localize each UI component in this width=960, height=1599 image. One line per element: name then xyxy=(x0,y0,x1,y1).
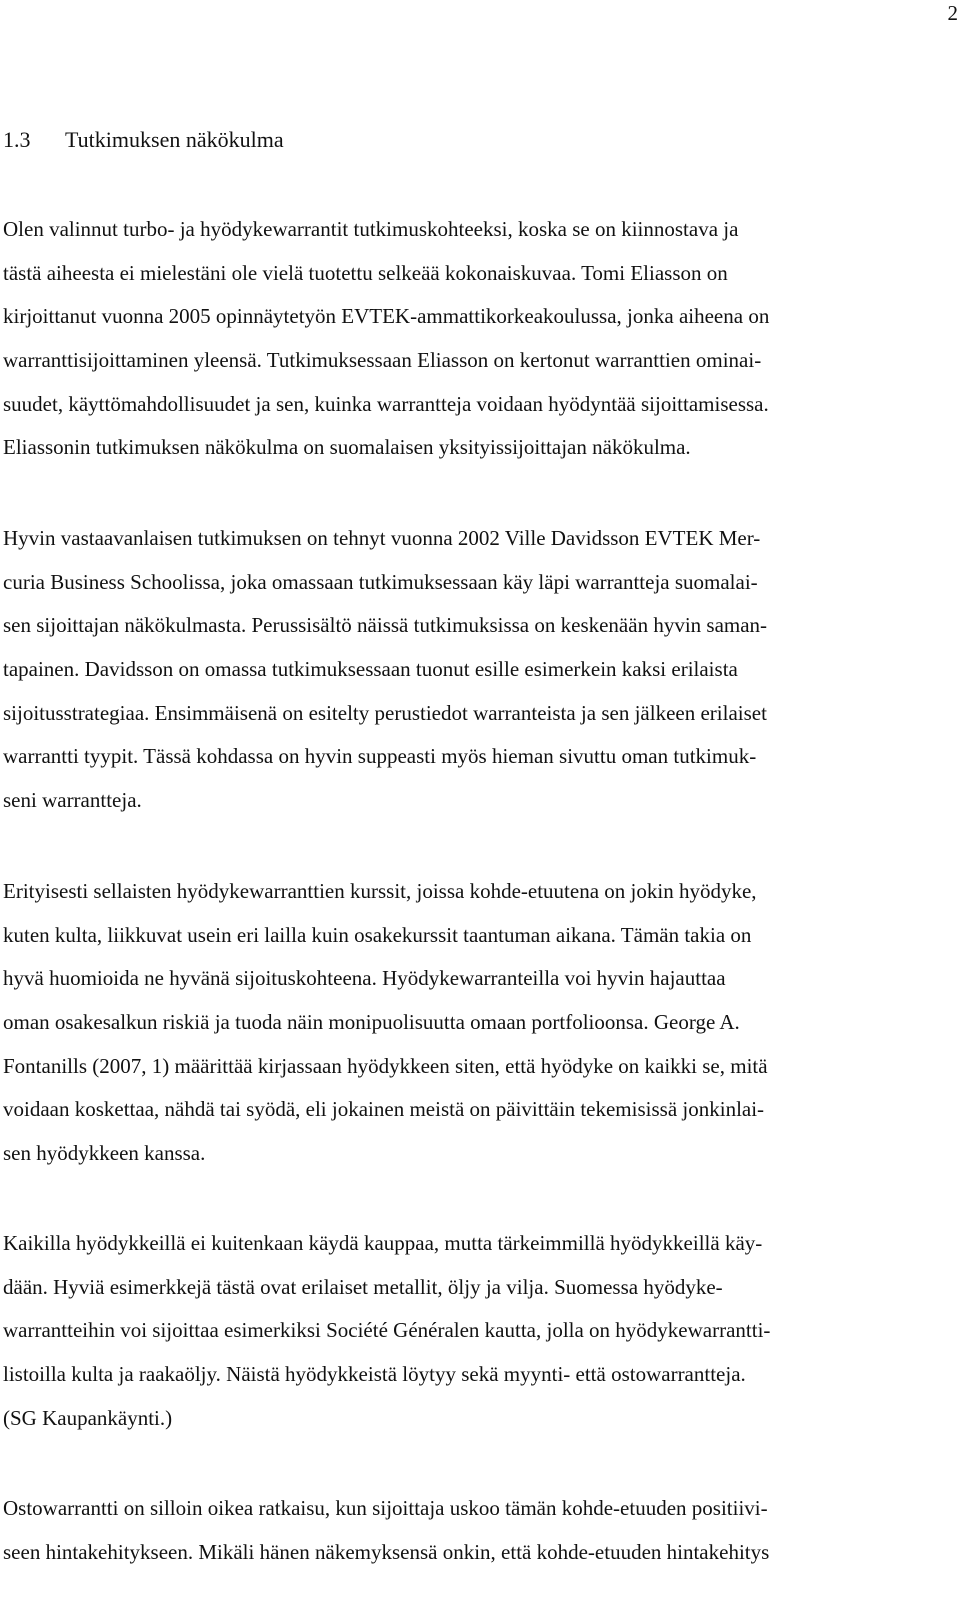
section-title: Tutkimuksen näkökulma xyxy=(65,127,284,152)
paragraph-line: tapainen. Davidsson on omassa tutkimuksessaan tuonut esille esimerkein kaksi erilaista xyxy=(3,657,738,682)
paragraph-line: Fontanills (2007, 1) määrittää kirjassaan hyödykkeen siten, että hyödyke on kaikki se, mitä xyxy=(3,1053,768,1078)
paragraph-line: Eliassonin tutkimuksen näkökulma on suomalaisen yksityissijoittajan näkökulma. xyxy=(3,435,691,460)
paragraph-line: (SG Kaupankäynti.) xyxy=(3,1405,173,1430)
paragraph xyxy=(3,215,943,477)
paragraph-line: seni warrantteja. xyxy=(3,788,142,813)
paragraph-line: Kaikilla hyödykkeillä ei kuitenkaan käydä kauppaa, mutta tärkeimmillä hyödykkeillä käy- xyxy=(3,1231,763,1255)
paragraph-line: warrantteihin voi sijoittaa esimerkiksi Société Généralen kautta, jolla on hyödykewarrantti- xyxy=(3,1318,771,1343)
paragraph-line: kirjoittanut vuonna 2005 opinnäytetyön EVTEK-ammattikorkeakoulussa, jonka aiheena on xyxy=(3,304,770,329)
paragraph xyxy=(3,1229,943,1447)
paragraph-line: sen sijoittajan näkökulmasta. Perussisältö näissä tutkimuksissa on keskenään hyvin saman- xyxy=(3,613,768,638)
paragraph-line: warranttisijoittaminen yleensä. Tutkimuksessaan Eliasson on kertonut warranttien ominai- xyxy=(3,348,762,373)
paragraph xyxy=(3,877,943,1183)
paragraph-line: oman osakesalkun riskiä ja tuoda näin monipuolisuutta omaan portfolioonsa. George A. xyxy=(3,1010,740,1035)
paragraph-line: suudet, käyttömahdollisuudet ja sen, kuinka warrantteja voidaan hyödyntää sijoittamisessa. xyxy=(3,391,769,416)
paragraph-line: Hyvin vastaavanlaisen tutkimuksen on tehnyt vuonna 2002 Ville Davidsson EVTEK Mer- xyxy=(3,526,761,550)
paragraph xyxy=(3,524,943,830)
paragraph-line: Erityisesti sellaisten hyödykewarranttien kurssit, joissa kohde-etuutena on jokin hyödyke, xyxy=(3,879,757,903)
paragraph-line: tästä aiheesta ei mielestäni ole vielä tuotettu selkeää kokonaiskuvaa. Tomi Eliasson on xyxy=(3,260,728,285)
paragraph-line: hyvä huomioida ne hyvänä sijoituskohteena. Hyödykewarranteilla voi hyvin hajauttaa xyxy=(3,966,726,991)
paragraph-line: seen hintakehitykseen. Mikäli hänen näkemyksensä onkin, että kohde-etuuden hintakehitys xyxy=(3,1539,770,1564)
section-number: 1.3 xyxy=(3,127,31,152)
paragraph-line: Ostowarrantti on silloin oikea ratkaisu, kun sijoittaja uskoo tämän kohde-etuuden positiivi- xyxy=(3,1496,768,1520)
paragraph-line: voidaan koskettaa, nähdä tai syödä, eli jokainen meistä on päivittäin tekemisissä jonkinlai- xyxy=(3,1097,765,1122)
paragraph-line: warrantti tyypit. Tässä kohdassa on hyvin suppeasti myös hieman sivuttu oman tutkimuk- xyxy=(3,744,757,769)
paragraph-line: sen hyödykkeen kanssa. xyxy=(3,1141,206,1166)
paragraph-line: listoilla kulta ja raakaöljy. Näistä hyödykkeistä löytyy sekä myynti- että ostowarrantteja. xyxy=(3,1362,746,1387)
paragraph-line: dään. Hyviä esimerkkejä tästä ovat erilaiset metallit, öljy ja vilja. Suomessa hyödyke- xyxy=(3,1274,723,1299)
paragraph-line: sijoitusstrategiaa. Ensimmäisenä on esitelty perustiedot warranteista ja sen jälkeen erilaiset xyxy=(3,700,767,725)
paragraph-line: Olen valinnut turbo- ja hyödykewarrantit tutkimuskohteeksi, koska se on kiinnostava ja xyxy=(3,217,739,241)
section-heading xyxy=(3,126,284,154)
paragraph-line: kuten kulta, liikkuvat usein eri lailla kuin osakekurssit taantuman aikana. Tämän takia on xyxy=(3,922,752,947)
paragraph-line: curia Business Schoolissa, joka omassaan tutkimuksessaan käy läpi warrantteja suomalai- xyxy=(3,569,758,594)
page-number: 2 xyxy=(947,1,958,25)
paragraph xyxy=(3,1494,943,1581)
